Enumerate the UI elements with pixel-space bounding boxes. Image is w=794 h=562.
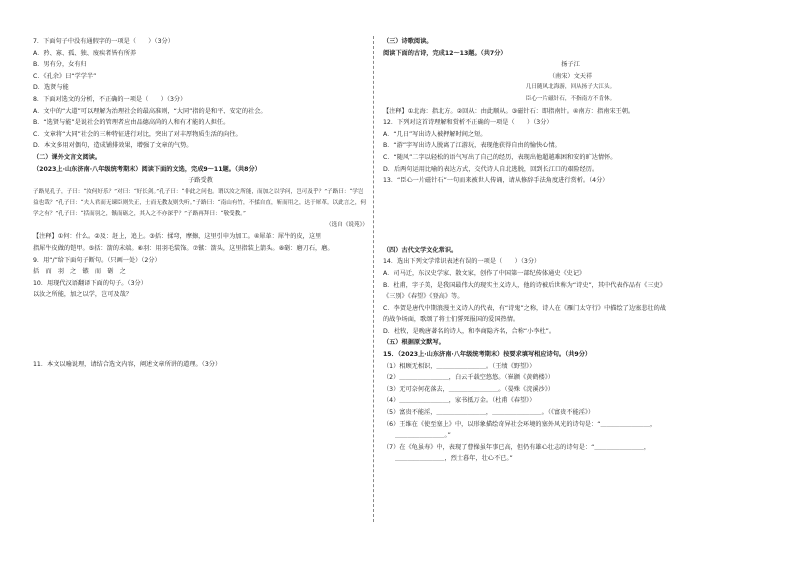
q13-stem: 13．“臣心一片磁针石”一句而来被世人传诵，请从修辞手法角度进行赏析。（4分） [383, 177, 609, 185]
q12-option-c: C．“随风”二字以轻松的语气写出了自己的经历，表现出他超越难困和安的旷达情怀。 [383, 153, 617, 161]
right-column [383, 36, 758, 465]
passage-text: 子路见孔子，子曰：“汝何好乐？”对曰：“好长剑。”孔子曰：“非此之问也。谓以汝之所能，而加之以学问，岂可及乎？”子路曰：“学岂益也哉？”孔子曰：“夫人君而无谏臣则失正，士而无教友则失听。”子路曰：“南山有竹，不揉自直，斩而用之，达于犀革。以此言之，何学之有？”孔子曰：“括而羽之，镞而砺之，其入之不亦深乎？”子路再拜曰：“敬受教。” [33, 188, 367, 217]
q15-stem: 15．（2023上·山东济南·八年级统考期末）按要求填写相应诗句。（共9分） [383, 351, 592, 359]
q9-sentence: 括 而 羽 之 镞 而 砺 之 [33, 268, 126, 276]
q12-stem: 12．下列对这首诗理解和赏析不正确的一项是（ ）（3分） [383, 119, 553, 127]
q7-option-a: A．矜、寡、孤、独、废疾者皆有所养 [33, 49, 137, 57]
passage-source: （选自《说苑》） [326, 221, 368, 228]
poem-verse-2: 臣心一片磁针石，不指南方不肯休。 [525, 95, 616, 102]
q15-line-1[interactable]: （1）相顾无相识，＿＿＿＿＿＿＿＿。（王绩《野望》） [383, 362, 536, 370]
section-4-title: （四）古代文学文化常识。 [383, 246, 458, 254]
section-3-intro: 阅读下面的古诗，完成12～13题。（共7分） [383, 49, 507, 57]
q12-option-a: A．“几日”写出诗人被押解时间之短。 [383, 130, 487, 138]
q11-stem: 11．本文以喻说理，请结合选文内容，阐述文章所讲的道理。（3分） [33, 360, 222, 368]
q14-option-a: A．司马迁，东汉史学家、散文家，创作了中国第一部纪传体通史《史记》 [383, 269, 586, 277]
q15-line-5[interactable]: （5）富贵不能淫，＿＿＿＿＿＿＿＿，＿＿＿＿＿＿＿＿。（《富贵不能淫》） [383, 409, 595, 417]
q14-option-c-2: 的战争场面，歌颂了将士们誓死报国的爱国热情。 [383, 316, 520, 324]
q10-answer-space[interactable] [33, 301, 368, 359]
q8-stem: 8．下面对选文的分析，不正确的一项是（ ）（3分） [33, 95, 187, 103]
section-3-title: （三）诗歌阅读。 [383, 38, 433, 45]
q7-option-b: B．男有分，女有归 [33, 61, 87, 69]
q15-line-4[interactable]: （4）＿＿＿＿＿＿＿＿，家书抵万金。（杜甫《春望》） [383, 397, 536, 405]
q14-option-b-2: 《三别》《春望》《登高》等。 [383, 293, 464, 301]
column-divider [373, 36, 374, 522]
left-column [33, 36, 368, 370]
poem-title: 扬子江 [561, 61, 580, 69]
q10-sentence: 以汝之所能，加之以学，岂可及哉？ [33, 291, 132, 299]
poem-note: 【注释】①北海：指北方。②回从：由此顺从。③磁针石：即指南针。④南方：指南宋王朝。 [383, 107, 635, 115]
q15-line-6-cont[interactable]: ＿＿＿＿＿＿＿＿。” [395, 432, 451, 440]
q15-line-2[interactable]: （2）＿＿＿＿＿＿＿＿，白云千载空悠悠。（崔颢《黄鹤楼》） [383, 374, 554, 382]
poem-verse-1: 几日随风北海游，回从扬子大江头。 [525, 84, 616, 91]
section-5-title: （五）根据原文默写。 [383, 339, 445, 347]
q14-stem: 14．选出下列文学常识表述有误的一项是（ ）（3分） [383, 258, 541, 266]
q12-option-d: D．后两句运用比喻的表达方式，交代诗人自北逃脱，回到长江口的艰险经历。 [383, 165, 599, 173]
note-line-2: 指犀牛皮做的铠甲。⑤括：箭的末端。⑥羽：用羽毛装饰。⑦镞：箭头，这里指装上箭头。⑧砺：磨刀石，磨。 [33, 244, 334, 252]
poem-author: （南宋）文天祥 [548, 72, 593, 80]
q8-option-a: A．文中的“大道”可以理解为治理社会的最高准则，“大同”指的是和平、安定的社会。 [33, 107, 267, 115]
q7-option-d: D．选贤与能 [33, 84, 69, 92]
q14-option-c-1: C．李贺是唐代中期浪漫主义诗人的代表，有“诗鬼”之称，诗人在《雁门太守行》中描绘了边塞悲壮的战 [383, 304, 666, 312]
q8-option-d: D．本文多用对偶句，造成铺排效果，增强了文章的气势。 [33, 142, 193, 150]
q15-line-3[interactable]: （3）无可奈何花落去，＿＿＿＿＿＿＿＿。（晏殊《浣溪沙》） [383, 385, 554, 393]
q15-line-7[interactable]: （7）在《龟虽寿》中，表现了曹操虽年事已高，但仍有雄心壮志的诗句是：“＿＿＿＿＿＿＿＿， [383, 443, 651, 451]
q15-line-7-cont[interactable]: ＿＿＿＿＿＿＿＿，烈士暮年，壮心不已。” [395, 455, 513, 463]
q10-stem: 10．用现代汉语翻译下面的句子。（3分） [33, 279, 147, 287]
q7-stem: 7．下面句子中没有通假字的一项是（ ）（3分） [33, 38, 174, 45]
passage-title: 子路受教 [188, 177, 213, 185]
note-line-1: 【注释】①何：什么。②及：赶上，追上。③括：揉弯，摩擦，这里引申为加工。④犀革：犀牛的皮，这里 [33, 233, 322, 241]
q14-option-b-1: B．杜甫，字子美，是我国最伟大的现实主义诗人，他的诗被后世称为“诗史”，其中代表作品有《三吏》 [383, 281, 666, 289]
section-2-title: （二）课外文言文阅读。 [33, 153, 102, 161]
q12-option-b: B．“游”字写出诗人脱离了江游玩，表现他获得自由的愉快心情。 [383, 142, 561, 150]
q9-stem: 9．用“/”给下面句子断句。（只画一处）（2分） [33, 256, 161, 264]
section-2-intro: （2023上·山东济南·八年级统考期末）阅读下面的文选，完成9～11题。（共8分） [33, 165, 261, 173]
q14-option-d: D．杜牧，是晚唐著名的诗人，和李商隐齐名，合称“小李杜”。 [383, 327, 556, 335]
q7-option-c: C．《孔余》曰“学学半” [33, 72, 97, 80]
q8-option-c: C．文章将“大同”社会的三种特征进行对比，突出了对丰厚物质生活的向往。 [33, 130, 242, 138]
q8-option-b: B．“选贤与能”是说社会的管理者应由品德高尚的人和有才能的人担任。 [33, 119, 230, 127]
q15-line-6[interactable]: （6）王维在《使至塞上》中，以形象描绘奇异社会环境的塞外风光的诗句是：“＿＿＿＿＿＿＿＿， [383, 420, 657, 428]
q13-answer-space[interactable] [383, 187, 758, 245]
